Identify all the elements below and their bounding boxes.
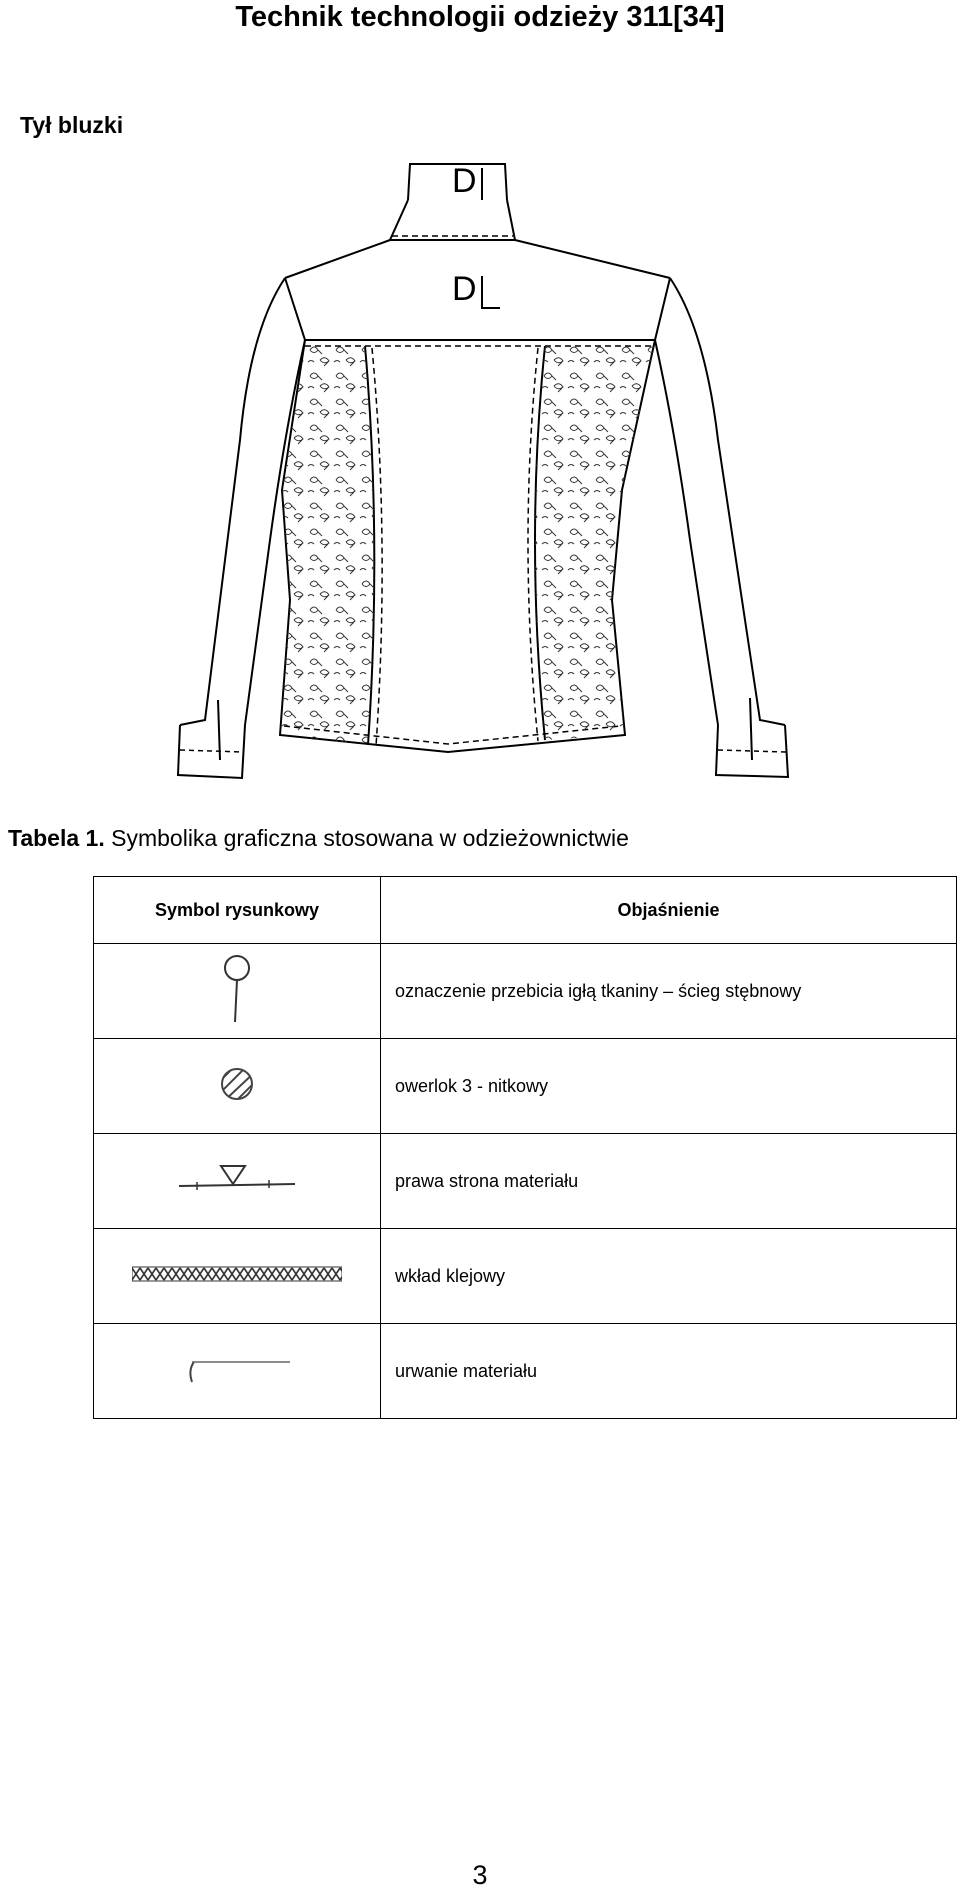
table-header-row	[94, 877, 957, 944]
symbol-cell	[94, 1229, 381, 1324]
explanation-cell: owerlok 3 - nitkowy	[381, 1039, 957, 1134]
symbol-cell	[94, 944, 381, 1039]
page-title: Technik technologii odzieży 311[34]	[235, 1, 725, 33]
table-caption	[8, 825, 629, 852]
blouse-back-drawing	[150, 160, 850, 790]
table-row	[94, 1324, 957, 1419]
symbol-cell	[94, 1039, 381, 1134]
explanation-cell: oznaczenie przebicia igłą tkaniny – ścieg stębnowy	[381, 944, 957, 1039]
figure-heading: Tył bluzki	[20, 112, 124, 138]
explanation-cell: urwanie materiału	[381, 1324, 957, 1419]
torn-edge-line-icon	[182, 1354, 292, 1384]
hatched-circle-icon	[217, 1066, 257, 1102]
table-row	[94, 1039, 957, 1134]
explanation-cell: wkład klejowy	[381, 1229, 957, 1324]
header-explanation: Objaśnienie	[381, 877, 957, 944]
mark-d-yoke: D	[452, 270, 477, 308]
table-caption-label: Tabela 1.	[8, 825, 105, 851]
table-row	[94, 944, 957, 1039]
explanation-cell: prawa strona materiału	[381, 1134, 957, 1229]
table-row	[94, 1134, 957, 1229]
mark-d-collar: D	[452, 162, 477, 200]
triangle-on-line-icon	[177, 1164, 297, 1194]
table-row	[94, 1229, 957, 1324]
page-number: 3	[472, 1860, 488, 1890]
symbols-table	[93, 876, 957, 1419]
symbol-cell	[94, 1134, 381, 1229]
table-caption-text: Symbolika graficzna stosowana w odzieżownictwie	[104, 825, 629, 851]
symbol-cell	[94, 1324, 381, 1419]
cross-stitch-band-icon	[132, 1266, 342, 1282]
needle-pin-icon	[217, 954, 257, 1024]
header-symbol: Symbol rysunkowy	[94, 877, 381, 944]
